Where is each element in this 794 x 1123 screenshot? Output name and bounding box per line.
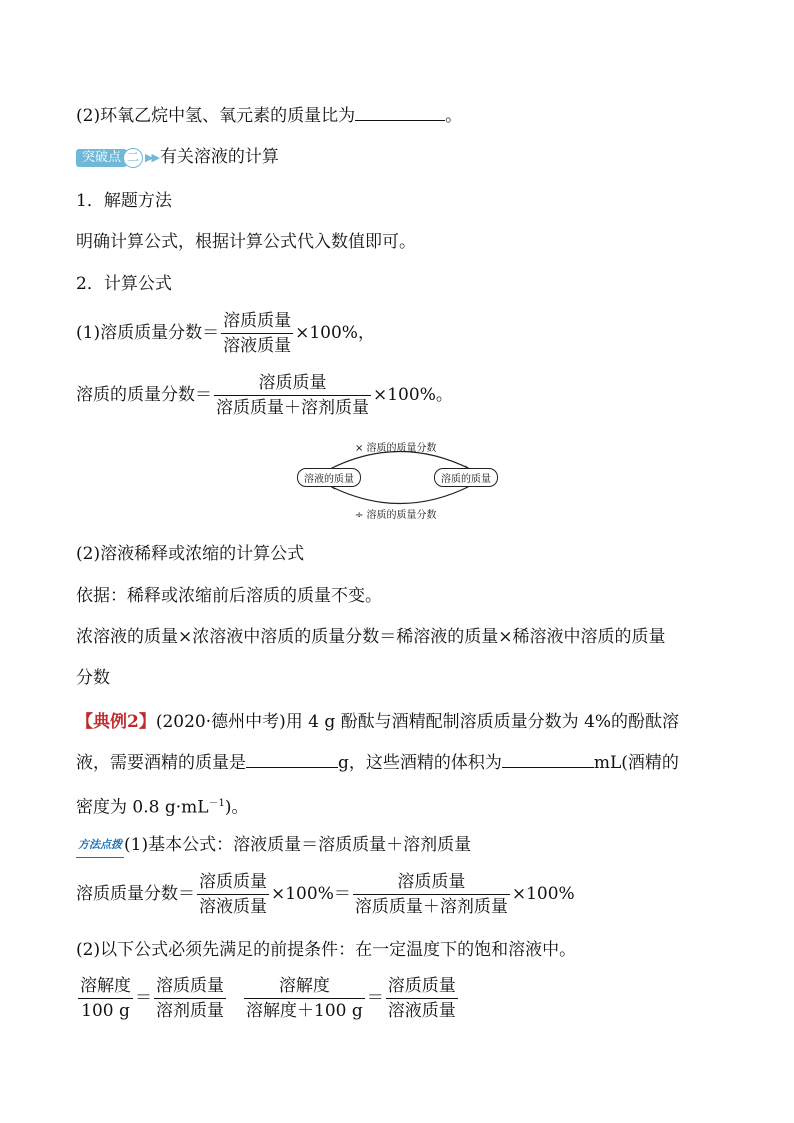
diagram-top-label: × 溶质的质量分数 [355, 443, 437, 454]
example-line-2: 液，需要酒精的质量是 g，这些酒精的体积为 mL(酒精的 [76, 753, 679, 773]
top-arc [330, 452, 470, 470]
answer-blank [246, 751, 338, 768]
section-header [76, 145, 279, 170]
fraction: $\frac{\text{溶质质量}}{\text{溶质质量＋溶剂质量}}$ [354, 872, 508, 917]
method-tip-badge: 方法点拨 [76, 833, 124, 858]
answer-blank [355, 104, 445, 121]
node-solute-mass: 溶质的质量 [434, 468, 498, 487]
heading-method: 1．解题方法 [76, 191, 172, 211]
formula-mass-fraction-3: 溶质质量分数＝ $\frac{\text{溶质质量}}{\text{溶液质量}}$ ×100%＝ $\frac{\text{溶质质量}}{\text{溶质质量＋溶剂质量}}$ ×100% [76, 872, 575, 917]
fraction: $\frac{\text{溶质质量}}{\text{溶液质量}}$ [199, 872, 267, 917]
arrow-icon: ▶▶ [145, 150, 158, 164]
paragraph-precondition: (2)以下公式必须先满足的前提条件：在一定温度下的饱和溶液中。 [76, 940, 577, 960]
paragraph-dilution-formula: 浓溶液的质量×浓溶液中溶质的质量分数＝稀溶液的质量×稀溶液中溶质的质量 [76, 627, 666, 647]
paragraph-basis: 依据：稀释或浓缩前后溶质的质量不变。 [76, 586, 382, 606]
formula-mass-fraction-2: 溶质的质量分数＝ $\frac{\text{溶质质量}}{\text{溶质质量＋溶剂质量}}$ ×100%。 [76, 373, 453, 418]
paragraph-method: 明确计算公式，根据计算公式代入数值即可。 [76, 232, 416, 252]
fraction: $\frac{\text{溶质质量}}{\text{溶液质量}}$ [223, 311, 292, 356]
heading-dilution: (2)溶液稀释或浓缩的计算公式 [76, 544, 305, 564]
answer-blank [502, 751, 594, 768]
example-line-3: 密度为 0.8 $g\cdot mL^{-1}$)。 [76, 797, 249, 818]
section-badge: 突破点 [76, 149, 127, 167]
fraction: $\frac{\text{溶质质量}}{\text{溶质质量＋溶剂质量}}$ [216, 373, 369, 418]
formula-mass-fraction: (1)溶质质量分数＝ $\frac{\text{溶质质量}}{\text{溶液质量}}$ ×100%， [76, 311, 375, 356]
section-number: 二 [123, 148, 143, 168]
node-solution-mass: 溶液的质量 [297, 468, 361, 487]
fraction: $\frac{\text{溶质质量}}{\text{溶剂质量}}$ [156, 976, 224, 1021]
fraction: $\frac{\text{溶解度}}{\text{溶解度＋100 g}}$ [246, 976, 363, 1021]
diagram-bottom-label: ÷ 溶质的质量分数 [355, 510, 437, 521]
example-tag: 【典例2】 [76, 712, 156, 732]
paragraph-dilution-formula-cont: 分数 [76, 668, 110, 688]
section-title: 有关溶液的计算 [159, 147, 279, 167]
bottom-arc [330, 486, 470, 504]
example-line-1: 【典例2】(2020·德州中考)用 4 g 酚酞与酒精配制溶质质量分数为 4%的酚酞溶 [76, 712, 680, 732]
method-tip: 方法点拨 (1)基本公式：溶液质量＝溶质质量＋溶剂质量 [76, 833, 471, 858]
fraction: $\frac{\text{溶质质量}}{\text{溶液质量}}$ [387, 976, 456, 1021]
question-line: (2)环氧乙烷中氢、氧元素的质量比为 。 [76, 106, 463, 126]
heading-formula: 2．计算公式 [76, 274, 172, 294]
fraction: $\frac{\text{溶解度}}{100 g}$ [80, 976, 131, 1021]
formula-solubility: $\frac{\text{溶解度}}{100 g}$ ＝ $\frac{\text{溶质质量}}{\text{溶剂质量}}$ $\frac{\text{溶解度}}{\text{溶解度＋100 g}}$ ＝ $\frac{\text{溶质质量}}{\text{溶液质量}}$ [80, 976, 456, 1021]
